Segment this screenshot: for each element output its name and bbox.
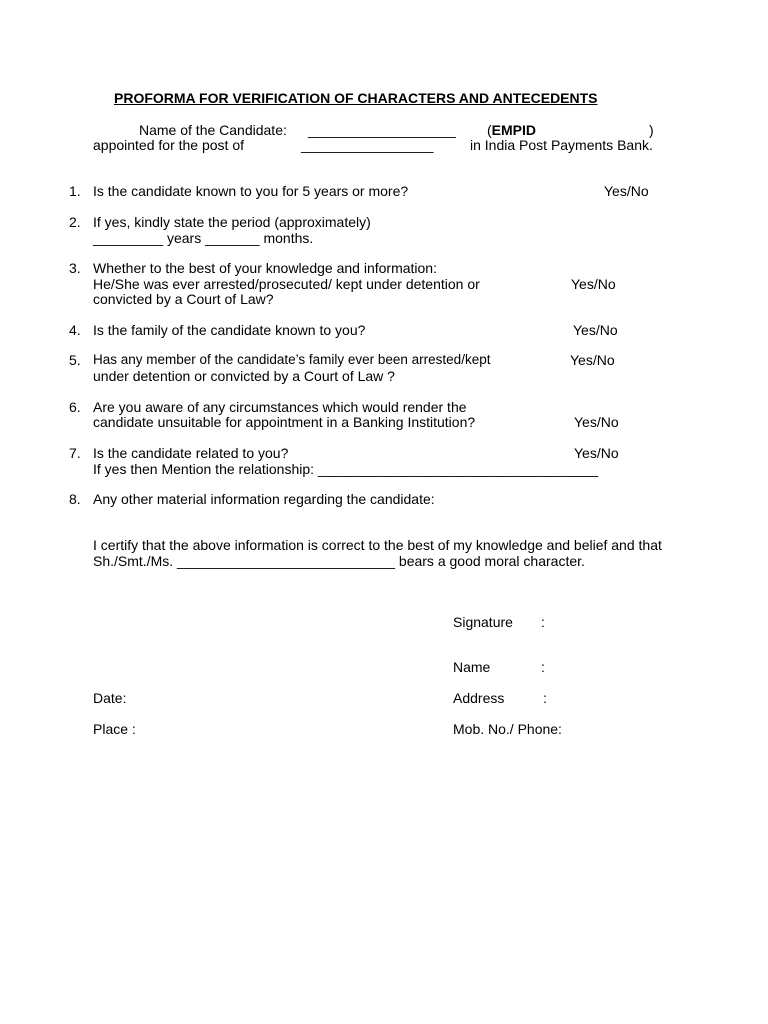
phone-label: Mob. No./ Phone: <box>453 721 562 737</box>
candidate-name-blank[interactable]: ___________________ <box>308 122 456 138</box>
empid-label: EMPID <box>491 122 537 138</box>
q4-answer[interactable]: Yes/No <box>573 322 618 338</box>
certification-line2[interactable]: Sh./Smt./Ms. ____________________________ bears a good moral character. <box>93 553 585 569</box>
empid-open-paren: ( <box>487 122 492 138</box>
signature-label: Signature <box>453 614 513 630</box>
q3-text-line3: convicted by a Court of Law? <box>93 291 274 307</box>
address-label: Address <box>453 690 505 706</box>
q3-text-line1: Whether to the best of your knowledge and information: <box>93 260 437 276</box>
q7-answer[interactable]: Yes/No <box>574 445 619 461</box>
empid-close-paren: ) <box>649 122 654 138</box>
q8-text: Any other material information regarding the candidate: <box>93 491 435 507</box>
post-label: appointed for the post of <box>93 137 244 153</box>
candidate-name-label: Name of the Candidate: <box>139 122 287 138</box>
q1-text: Is the candidate known to you for 5 years or more? <box>93 183 409 199</box>
q2-text-line2[interactable]: _________ years _______ months. <box>93 230 314 246</box>
q5-text-line2: under detention or convicted by a Court of Law ? <box>93 368 395 384</box>
name-label: Name <box>453 659 491 675</box>
q3-answer[interactable]: Yes/No <box>571 276 616 292</box>
q5-number: 5. <box>69 352 81 368</box>
signature-colon: : <box>541 614 545 630</box>
q5-answer[interactable]: Yes/No <box>570 352 615 368</box>
q6-number: 6. <box>69 399 81 415</box>
q1-answer[interactable]: Yes/No <box>604 183 649 199</box>
date-label: Date: <box>93 690 127 706</box>
q6-text-line2: candidate unsuitable for appointment in a Banking Institution? <box>93 414 476 430</box>
name-colon: : <box>541 659 545 675</box>
page-title: PROFORMA FOR VERIFICATION OF CHARACTERS AND ANTECEDENTS <box>114 90 598 106</box>
post-blank[interactable]: _________________ <box>301 137 434 153</box>
q3-text-line2: He/She was ever arrested/prosecuted/ kept under detention or <box>93 276 480 292</box>
q6-answer[interactable]: Yes/No <box>574 414 619 430</box>
q3-number: 3. <box>69 260 81 276</box>
bank-name: in India Post Payments Bank. <box>470 137 653 153</box>
q6-text-line1: Are you aware of any circumstances which would render the <box>93 399 467 415</box>
q8-number: 8. <box>69 491 81 507</box>
q1-number: 1. <box>69 183 81 199</box>
q7-number: 7. <box>69 445 81 461</box>
place-label: Place : <box>93 721 136 737</box>
address-colon: : <box>543 690 547 706</box>
q7-relationship-field[interactable]: If yes then Mention the relationship: ____________________________________ <box>93 461 599 477</box>
certification-line1: I certify that the above information is correct to the best of my knowledge and belief and that <box>93 537 662 553</box>
q5-text-line1: Has any member of the candidate’s family ever been arrested/kept <box>93 352 491 367</box>
q7-text-line1: Is the candidate related to you? <box>93 445 289 461</box>
q2-number: 2. <box>69 214 81 230</box>
q4-text: Is the family of the candidate known to you? <box>93 322 366 338</box>
q2-text-line1: If yes, kindly state the period (approximately) <box>93 214 371 230</box>
empid-field[interactable] <box>487 122 536 138</box>
q4-number: 4. <box>69 322 81 338</box>
